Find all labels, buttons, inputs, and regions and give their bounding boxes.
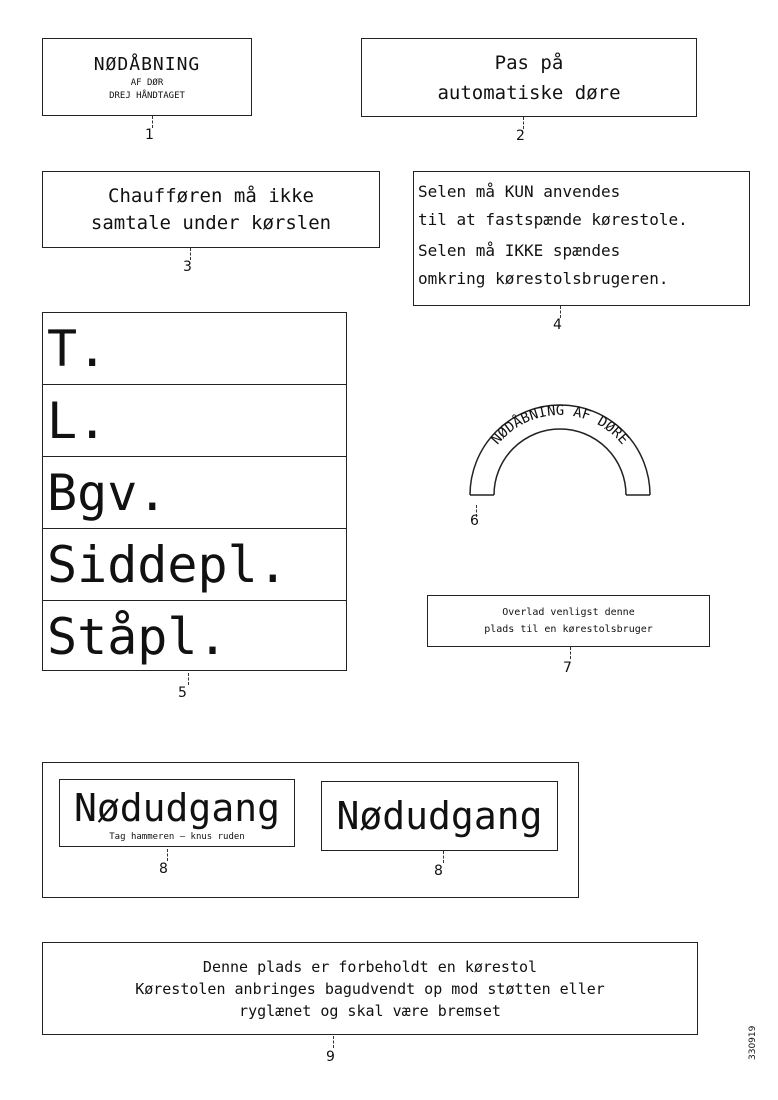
- sign-emergency-door-handle: [42, 38, 252, 116]
- leader-9: [333, 1036, 334, 1048]
- sign-capacity-panel: [42, 312, 347, 671]
- sign-emergency-exit-hammer: [59, 779, 295, 847]
- sign2-line2: automatiske døre: [437, 81, 621, 104]
- leader-5: [188, 673, 189, 685]
- capacity-row: Siddepl.: [43, 529, 346, 601]
- sign-emergency-exit-group: [42, 762, 579, 898]
- sign-automatic-doors: [361, 38, 697, 117]
- sign-emergency-exit: [321, 781, 558, 851]
- sign4-line2: til at fastspænde kørestole.: [418, 210, 688, 229]
- capacity-row: T.: [43, 313, 346, 385]
- arch-text: NØDÅBNING AF DØRE: [488, 403, 632, 448]
- figure-id: 330919: [748, 1025, 758, 1060]
- capacity-row: L.: [43, 385, 346, 457]
- label-7: 7: [563, 660, 572, 676]
- label-3: 3: [183, 259, 192, 275]
- leader-8b: [443, 851, 444, 863]
- leader-7: [570, 647, 571, 659]
- sign-seatbelt-wheelchair: [413, 171, 750, 306]
- label-9: 9: [326, 1049, 335, 1065]
- sign-wheelchair-priority: [427, 595, 710, 647]
- sign1-instruction: DREJ HÅNDTAGET: [109, 90, 185, 101]
- arch-inner: [494, 429, 626, 495]
- label-8a: 8: [159, 861, 168, 877]
- sign8a-instruction: Tag hammeren – knus ruden: [109, 832, 245, 842]
- label-8b: 8: [434, 863, 443, 879]
- label-1: 1: [145, 127, 154, 143]
- sign9-line3: ryglænet og skal være bremset: [239, 1001, 501, 1020]
- sign9-line2: Kørestolen anbringes bagudvendt op mod støtten eller: [135, 979, 605, 998]
- label-2: 2: [516, 128, 525, 144]
- sign1-subtitle: AF DØR: [130, 77, 164, 88]
- sign7-line1: Overlad venligst denne: [502, 607, 635, 618]
- sign3-line2: samtale under kørslen: [90, 211, 332, 234]
- sign1-title: NØDÅBNING: [93, 53, 201, 75]
- sign-driver-no-talking: [42, 171, 380, 248]
- sign4-line3: Selen må IKKE spændes: [418, 241, 621, 260]
- sign3-line1: Chaufføren må ikke: [108, 184, 314, 207]
- capacity-row: Bgv.: [43, 457, 346, 529]
- sign2-line1: Pas på: [494, 51, 564, 74]
- sign7-line2: plads til en kørestolsbruger: [484, 624, 653, 635]
- sign-arched-emergency-door: [450, 395, 670, 515]
- sign8b-title: Nødudgang: [336, 794, 543, 838]
- sign4-line1: Selen må KUN anvendes: [418, 182, 621, 201]
- sign-wheelchair-reserved: [42, 942, 698, 1035]
- sign4-line4: omkring kørestolsbrugeren.: [418, 269, 669, 288]
- sign9-line1: Denne plads er forbeholdt en kørestol: [202, 957, 538, 976]
- leader-8a: [167, 849, 168, 861]
- sign8a-title: Nødudgang: [74, 786, 280, 830]
- label-4: 4: [553, 317, 562, 333]
- label-5: 5: [178, 685, 187, 701]
- label-6: 6: [470, 513, 479, 529]
- capacity-row: Ståpl.: [47, 608, 228, 666]
